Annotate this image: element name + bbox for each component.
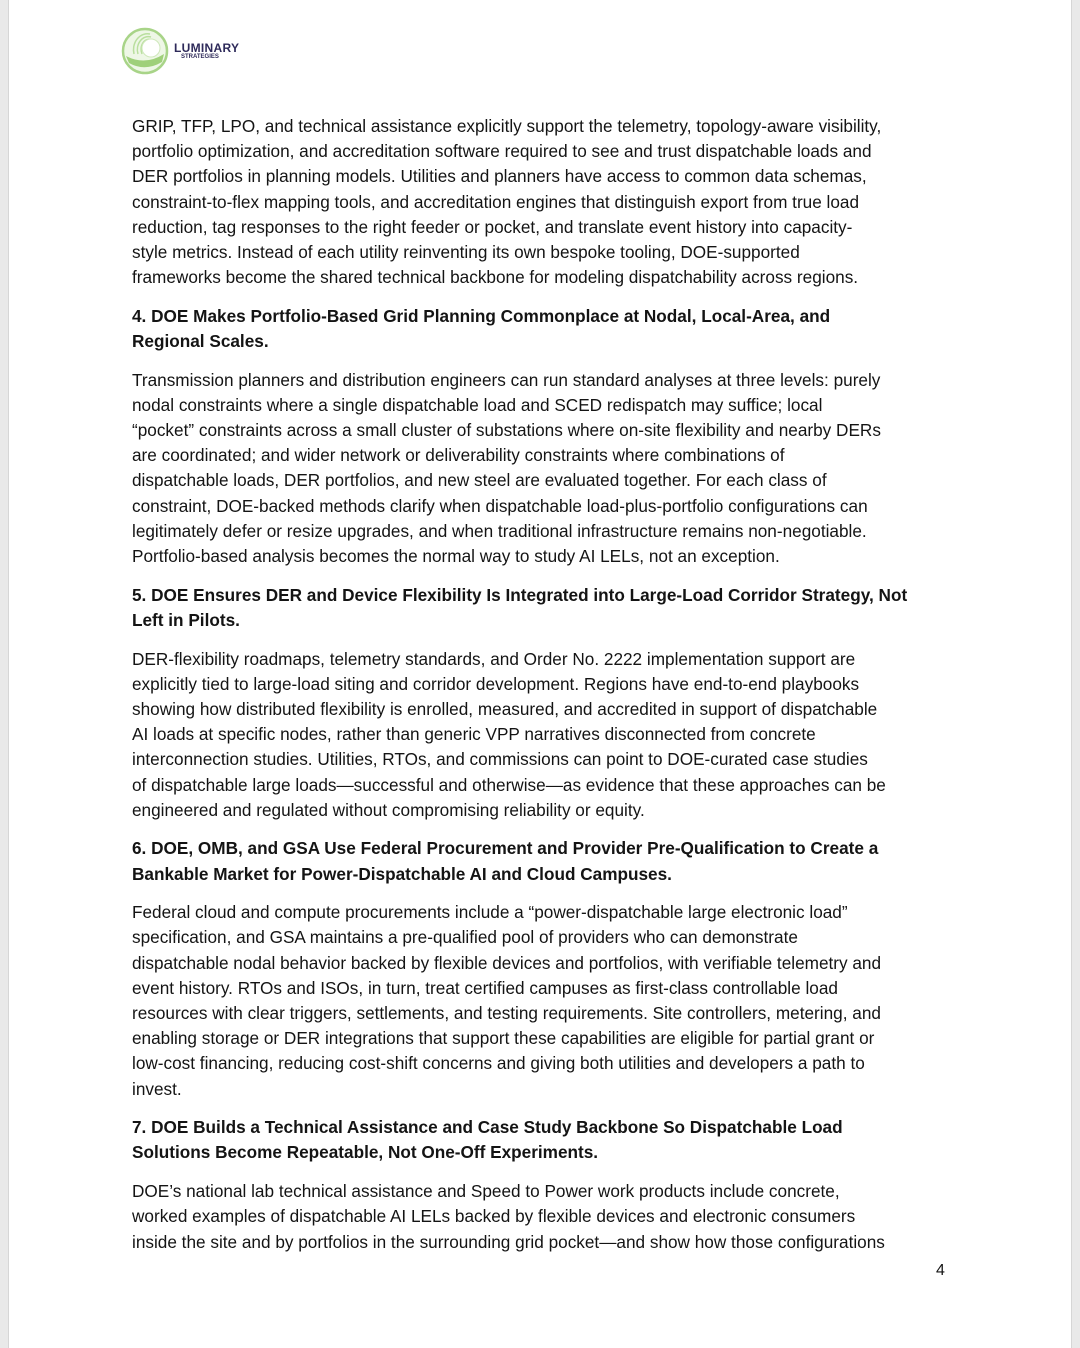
- text-line: nodal constraints where a single dispatchable load and SCED redispatch may suffice; local: [132, 394, 823, 415]
- paragraph: [132, 1179, 962, 1255]
- page-edge-right: [1071, 0, 1080, 1348]
- text-line: 7. DOE Builds a Technical Assistance and Case Study Backbone So Dispatchable Load: [132, 1117, 843, 1138]
- text-line: style metrics. Instead of each utility reinventing its own bespoke tooling, DOE-supported: [132, 241, 800, 262]
- text-line: frameworks become the shared technical backbone for modeling dispatchability across regions.: [132, 267, 859, 288]
- section-heading: [132, 304, 962, 354]
- paragraph: [132, 647, 962, 823]
- text-line: 5. DOE Ensures DER and Device Flexibility Is Integrated into Large-Load Corridor Strategy, Not: [132, 584, 908, 605]
- text-line: constraint, DOE-backed methods clarify when dispatchable load-plus-portfolio configurations can: [132, 495, 868, 516]
- text-line: worked examples of dispatchable AI LELs backed by flexible devices and electronic consumers: [132, 1206, 856, 1227]
- text-line: 6. DOE, OMB, and GSA Use Federal Procurement and Provider Pre-Qualification to Create a: [132, 838, 879, 859]
- text-line: legitimately defer or resize upgrades, and when traditional infrastructure remains non-negotiable.: [132, 520, 867, 541]
- text-line: showing how distributed flexibility is enrolled, measured, and accredited in support of dispatchable: [132, 698, 878, 719]
- text-line: DOE’s national lab technical assistance and Speed to Power work products include concrete,: [132, 1181, 840, 1202]
- text-line: dispatchable nodal behavior backed by flexible devices and portfolios, with verifiable telemetry and: [132, 952, 882, 973]
- text-line: Federal cloud and compute procurements include a “power-dispatchable large electronic load”: [132, 902, 848, 923]
- text-line: explicitly tied to large-load siting and corridor development. Regions have end-to-end playbooks: [132, 673, 860, 694]
- page-number: 4: [936, 1262, 945, 1279]
- text-line: Bankable Market for Power-Dispatchable AI and Cloud Campuses.: [132, 863, 672, 884]
- text-line: enabling storage or DER integrations that support these capabilities are eligible for partial grant or: [132, 1028, 875, 1049]
- text-line: Regional Scales.: [132, 331, 269, 351]
- section-heading: [132, 583, 962, 633]
- text-line: AI loads at specific nodes, rather than generic VPP narratives disconnected from concrete: [132, 724, 816, 745]
- text-line: 4. DOE Makes Portfolio-Based Grid Planning Commonplace at Nodal, Local-Area, and: [132, 305, 831, 326]
- logo-subtitle: STRATEGIES: [181, 54, 219, 60]
- text-line: engineered and regulated without compromising reliability or equity.: [132, 799, 645, 820]
- text-line: dispatchable loads, DER portfolios, and new steel are evaluated together. For each class of: [132, 470, 827, 491]
- text-line: specification, and GSA maintains a pre-qualified pool of providers who can demonstrate: [132, 927, 798, 948]
- page-edge-left: [0, 0, 9, 1348]
- text-line: portfolio optimization, and accreditation software required to see and trust dispatchable loads and: [132, 141, 872, 162]
- text-line: invest.: [132, 1078, 182, 1099]
- paragraph: [132, 900, 962, 1102]
- paragraph: [132, 368, 962, 570]
- text-line: Portfolio-based analysis becomes the normal way to study AI LELs, not an exception.: [132, 546, 780, 566]
- text-line: constraint-to-flex mapping tools, and accreditation engines that distinguish export from true load: [132, 191, 860, 212]
- logo-circle-icon: [120, 26, 170, 76]
- text-line: GRIP, TFP, LPO, and technical assistance explicitly support the telemetry, topology-aware visibility,: [132, 116, 882, 136]
- logo-name: LUMINARY: [174, 41, 240, 55]
- text-line: interconnection studies. Utilities, RTOs, and commissions can point to DOE-curated case studies: [132, 749, 868, 770]
- text-line: of dispatchable large loads—successful and otherwise—as evidence that these approaches can be: [132, 774, 886, 795]
- text-line: Left in Pilots.: [132, 609, 240, 630]
- text-line: Solutions Become Repeatable, Not One-Off Experiments.: [132, 1142, 599, 1163]
- luminary-logo: [120, 26, 239, 76]
- paragraph: [132, 114, 962, 290]
- text-line: reduction, tag responses to the right feeder or pocket, and translate event history into capacity-: [132, 216, 853, 237]
- text-line: resources with clear triggers, settlements, and testing requirements. Site controllers, metering, and: [132, 1003, 881, 1023]
- text-line: event history. RTOs and ISOs, in turn, treat certified campuses as first-class controllable load: [132, 977, 838, 998]
- section-heading: [132, 836, 962, 886]
- document-body: [132, 114, 962, 1268]
- text-line: DER portfolios in planning models. Utilities and planners have access to common data schemas,: [132, 166, 867, 187]
- text-line: inside the site and by portfolios in the surrounding grid pocket—and show how those configurations: [132, 1231, 885, 1252]
- text-line: “pocket” constraints across a small cluster of substations where on-site flexibility and nearby DERs: [132, 420, 881, 441]
- text-line: are coordinated; and wider network or deliverability constraints where combinations of: [132, 445, 785, 466]
- section-heading: [132, 1115, 962, 1165]
- text-line: DER-flexibility roadmaps, telemetry standards, and Order No. 2222 implementation support are: [132, 648, 856, 669]
- text-line: Transmission planners and distribution engineers can run standard analyses at three levels: purely: [132, 369, 881, 390]
- text-line: low-cost financing, reducing cost-shift concerns and giving both utilities and developers a path to: [132, 1053, 865, 1074]
